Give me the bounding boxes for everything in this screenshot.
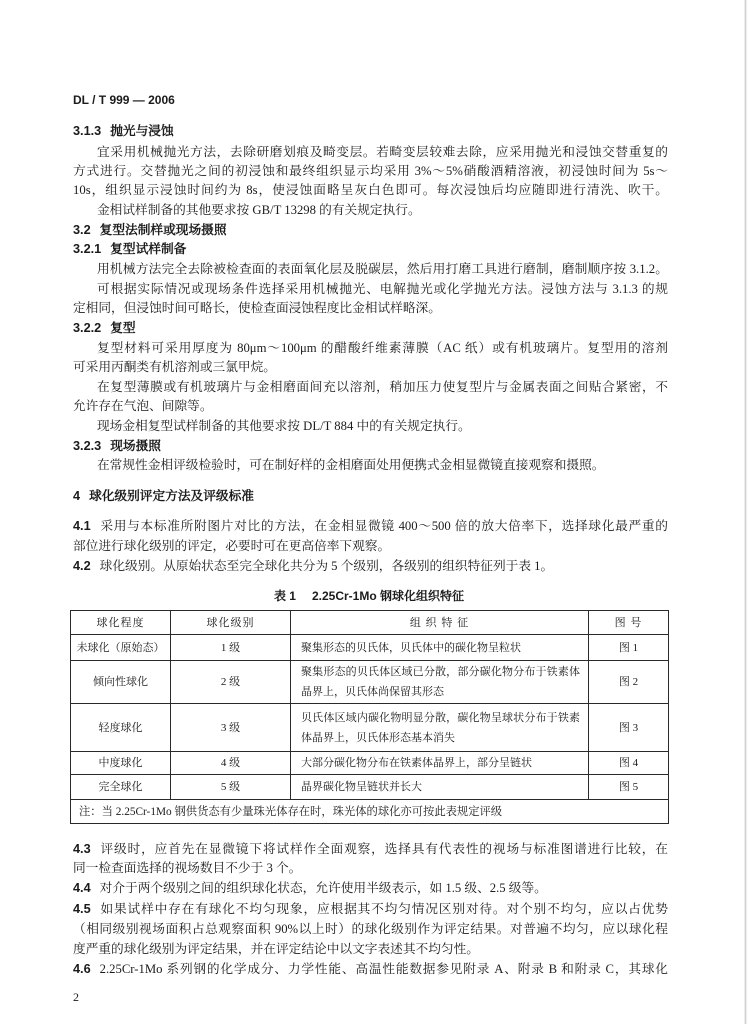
degree-cell: 轻度球化: [71, 704, 171, 752]
table-note-row: [71, 800, 669, 824]
features-line: 大部分碳化物分布在铁素体晶界上，部分呈链状: [301, 757, 532, 769]
figure-cell: 图 2: [589, 661, 669, 704]
table-caption: [70, 587, 668, 606]
table-caption-number: 表 1: [273, 589, 296, 603]
features-line: 晶界上，贝氏体尚保留其形态: [301, 686, 444, 698]
clause-line: [73, 840, 668, 859]
clause-heading: [73, 437, 668, 456]
table-header-row: [71, 611, 669, 635]
paragraph-line: 可根据实际情况或现场条件选择采用机械抛光、电解抛光或化学抛光方法。浸蚀方法与 3.1.3 的规: [97, 282, 668, 296]
figure-cell: 图 3: [589, 704, 669, 752]
table-caption-title: 2.25Cr-1Mo 钢球化组织特征: [311, 589, 465, 603]
standard-code-header: DL / T 999 — 2006: [73, 93, 175, 107]
clause-title: 复型试样制备: [110, 242, 187, 256]
paragraph-line: 复型材料可采用厚度为 80μm～100μm 的醋酸纤维素薄膜（AC 纸）或有机玻璃片。复型用的溶剂: [97, 341, 668, 355]
clause-number: 4: [73, 489, 81, 503]
clause-number: 3.2.3: [73, 439, 102, 453]
features-cell: [291, 775, 589, 800]
header-figure: 图 号: [589, 611, 669, 635]
degree-cell: 未球化（原始态）: [71, 635, 171, 661]
grade-cell: 3 级: [171, 704, 291, 752]
features-line: 聚集形态的贝氏体区域已分散，部分碳化物分布于铁素体: [301, 666, 580, 678]
clause-title: 复型: [110, 321, 136, 335]
paragraph-line: 用机械方法完全去除被检查面的表面氧化层及脱碳层，然后用打磨工具进行磨制，磨制顺序按 3.1.2。: [97, 262, 668, 276]
header-features: 组 织 特 征: [291, 611, 589, 635]
features-cell: [291, 752, 589, 775]
clause-number: 3.2.2: [73, 321, 102, 335]
degree-cell: 完全球化: [71, 775, 171, 800]
clause-number: 3.2: [73, 223, 91, 237]
features-line: 聚集形态的贝氏体，贝氏体中的碳化物呈粒状: [301, 641, 521, 654]
clause-number: 4.1: [73, 519, 91, 533]
clause-line: [73, 960, 668, 979]
grade-cell: 5 级: [171, 775, 291, 800]
table-row: [71, 661, 669, 704]
clause-title: 抛光与浸蚀: [110, 124, 174, 138]
clause-number: 4.6: [73, 962, 91, 976]
features-line: 贝氏体区域内碳化物明显分散，碳化物呈球状分布于铁素: [301, 711, 580, 724]
clause-heading: [73, 221, 668, 240]
header-degree: 球化程度: [71, 611, 171, 635]
clause-line: [73, 557, 668, 576]
clause-text: 评级时，应首先在显微镜下将试样作全面观察，选择具有代表性的视场与标准图谱进行比较，在: [99, 842, 668, 856]
clause-heading: [73, 319, 668, 338]
paragraph-line: 在复型薄膜或有机玻璃片与金相磨面间充以溶剂，稍加压力使复型片与金属表面之间贴合紧密，不: [97, 380, 668, 394]
clause-heading: [73, 240, 668, 259]
clause-heading: [73, 122, 668, 141]
clause-line: 部位进行球化级别的评定，必要时可在更高倍率下观察。: [73, 539, 391, 553]
features-line: 体晶界上，贝氏体形态基本消失: [301, 731, 455, 744]
clause-line: 同一检查面选择的视场数目不少于 3 个。: [73, 861, 302, 875]
clause-line: [73, 879, 668, 898]
features-cell: [291, 704, 589, 752]
clause-number: 3.2.1: [73, 242, 102, 256]
page-number: 2: [73, 990, 79, 1004]
degree-cell: 倾向性球化: [71, 661, 171, 704]
clause-text: 对介于两个级别之间的组织球化状态，允许使用半级表示，如 1.5 级、2.5 级等。: [99, 881, 547, 895]
clause-line: [73, 900, 668, 919]
figure-cell: 图 1: [589, 635, 669, 661]
table-row: [71, 704, 669, 752]
paragraph-line: 定相同，但浸蚀时间可略长，使检查面浸蚀程度比金相试样略深。: [73, 301, 441, 315]
figure-cell: 图 5: [589, 775, 669, 800]
clause-number: 3.1.3: [73, 124, 102, 138]
table-note: 注：当 2.25Cr-1Mo 钢供货态有少量珠光体存在时，珠光体的球化亦可按此表规定评级: [71, 800, 669, 824]
clause-text: 球化级别。从原始状态至完全球化共分为 5 个级别，各级别的组织特征列于表 1。: [99, 559, 554, 573]
paragraph-line: 允许存在气泡、间隙等。: [73, 399, 213, 413]
table-row: [71, 775, 669, 800]
paragraph-line: 10s，组织显示浸蚀时间约为 8s，使浸蚀面略呈灰白色即可。每次浸蚀后均应随即进行清洗、吹干。: [73, 183, 668, 197]
spheroidization-grade-table: [70, 610, 669, 824]
paragraph-line: 可采用丙酮类有机溶剂或三氯甲烷。: [73, 360, 276, 374]
clause-text: 采用与本标准所附图片对比的方法，在金相显微镜 400～500 倍的放大倍率下，选择球化最严重的: [99, 519, 668, 533]
clause-number: 4.5: [73, 902, 91, 916]
clause-line: （相同级别视场面积占总观察面积 90%以上时）的球化级别作为评定结果。对普遍不均匀，应以球化程: [73, 922, 668, 936]
features-line: 晶界碳化物呈链状并长大: [301, 781, 422, 793]
header-grade: 球化级别: [171, 611, 291, 635]
clause-title: 球化级别评定方法及评级标准: [89, 489, 254, 503]
clause-number: 4.4: [73, 881, 91, 895]
clause-text: 如果试样中存在有球化不均匀现象，应根据其不均匀情况区别对待。对个别不均匀，应以占优势: [99, 902, 668, 916]
clause-title: 现场摄照: [110, 439, 161, 453]
clause-line: [73, 517, 668, 536]
table-row: [71, 635, 669, 661]
paragraph-line: 现场金相复型试样制备的其他要求按 DL/T 884 中的有关规定执行。: [97, 419, 471, 433]
figure-cell: 图 4: [589, 752, 669, 775]
table-row: [71, 752, 669, 775]
grade-cell: 4 级: [171, 752, 291, 775]
features-cell: [291, 635, 589, 661]
paragraph-line: 金相试样制备的其他要求按 GB/T 13298 的有关规定执行。: [97, 203, 421, 217]
paragraph-line: 在常规性金相评级检验时，可在制好样的金相磨面处用便携式金相显微镜直接观察和摄照。: [97, 458, 605, 472]
paragraph-line: 宜采用机械抛光方法，去除研磨划痕及畸变层。若畸变层较难去除，应采用抛光和浸蚀交替重复的: [97, 145, 668, 159]
chapter-heading: [73, 487, 668, 506]
grade-cell: 2 级: [171, 661, 291, 704]
degree-cell: 中度球化: [71, 752, 171, 775]
clause-text: 2.25Cr-1Mo 系列钢的化学成分、力学性能、高温性能数据参见附录 A、附录 B 和附录 C，其球化: [99, 962, 668, 976]
scan-edge-shadow: [744, 0, 747, 1024]
clause-number: 4.2: [73, 559, 91, 573]
paragraph-line: 方式进行。交替抛光之间的初浸蚀和最终组织显示均采用 3%～5%硝酸酒精溶液，初浸蚀时间为 5s～: [73, 164, 668, 178]
clause-line: 度严重的球化级别为评定结果，并在评定结论中以文字表述其不均匀性。: [73, 942, 479, 956]
clause-title: 复型法制样或现场摄照: [99, 223, 227, 237]
grade-cell: 1 级: [171, 635, 291, 661]
features-cell: [291, 661, 589, 704]
clause-number: 4.3: [73, 842, 91, 856]
